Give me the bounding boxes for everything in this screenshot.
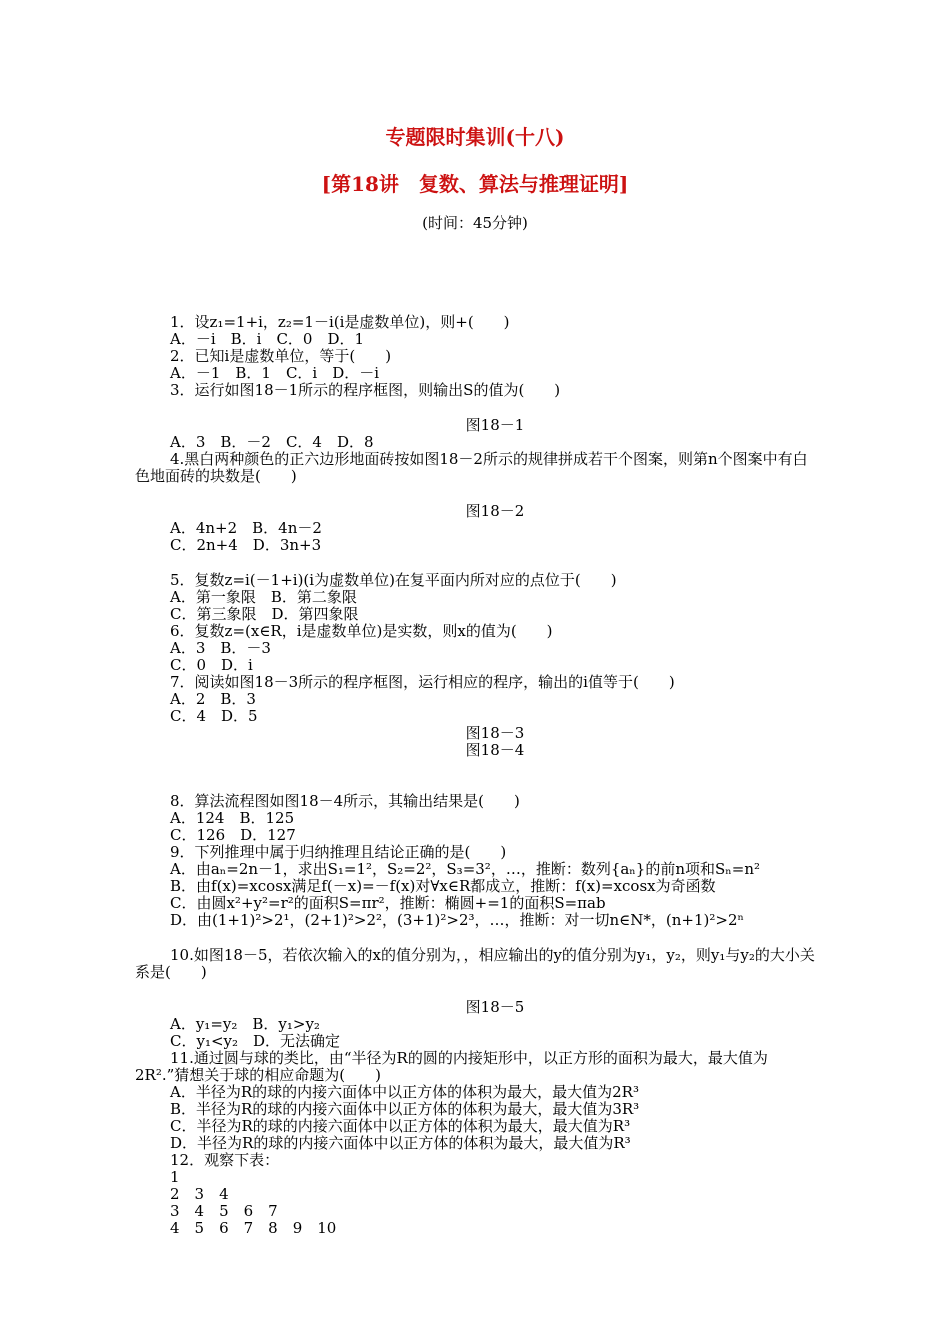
question-7: 7．阅读如图18－3所示的程序框图，运行相应的程序，输出的i值等于( ) bbox=[170, 673, 675, 691]
question-11-option-a: A．半径为R的球的内接六面体中以正方体的体积为最大，最大值为2R³ bbox=[170, 1083, 639, 1101]
question-3: 3．运行如图18－1所示的程序框图，则输出S的值为( ) bbox=[170, 381, 561, 399]
time-limit: (时间：45分钟) bbox=[422, 214, 528, 232]
figure-caption-18-2: 图18－2 bbox=[465, 502, 525, 520]
question-2-options: A．－1 B．1 C．i D．－i bbox=[170, 364, 380, 382]
question-12: 12．观察下表： bbox=[170, 1151, 280, 1169]
table-row-3: 3 4 5 6 7 bbox=[170, 1202, 278, 1220]
question-4-options-2: C．2n+4 D．3n+3 bbox=[170, 536, 322, 554]
question-3-options: A．3 B．－2 C．4 D．8 bbox=[170, 433, 374, 451]
question-10-options-2: C．y₁<y₂ D．无法确定 bbox=[170, 1032, 341, 1050]
question-1-options: A．－i B．i C．0 D．1 bbox=[170, 330, 365, 348]
question-11-option-b: B．半径为R的球的内接六面体中以正方体的体积为最大，最大值为3R³ bbox=[170, 1100, 640, 1118]
question-6-options-1: A．3 B．－3 bbox=[170, 639, 271, 657]
question-9-option-c: C．由圆x²+y²=r²的面积S=πr²，推断：椭圆+=1的面积S=πab bbox=[170, 894, 606, 912]
question-5-options-2: C．第三象限 D．第四象限 bbox=[170, 605, 359, 623]
question-8: 8．算法流程图如图18－4所示，其输出结果是( ) bbox=[170, 792, 520, 810]
figure-caption-18-1: 图18－1 bbox=[465, 416, 525, 434]
question-11-option-c: C．半径为R的球的内接六面体中以正方体的体积为最大，最大值为R³ bbox=[170, 1117, 631, 1135]
question-4-options-1: A．4n+2 B．4n－2 bbox=[170, 519, 322, 537]
question-list bbox=[135, 313, 820, 1237]
question-9-option-d: D．由(1+1)²>2¹，(2+1)²>2²，(3+1)²>2³，…，推断：对一切n∈N*，(n+1)²>2ⁿ bbox=[170, 911, 745, 929]
question-7-options-1: A．2 B．3 bbox=[170, 690, 256, 708]
question-9: 9．下列推理中属于归纳推理且结论正确的是( ) bbox=[170, 843, 507, 861]
table-row-2: 2 3 4 bbox=[170, 1185, 229, 1203]
table-row-1: 1 bbox=[170, 1168, 180, 1186]
question-6-options-2: C．0 D．i bbox=[170, 656, 253, 674]
question-8-options-2: C．126 D．127 bbox=[170, 826, 296, 844]
question-7-options-2: C．4 D．5 bbox=[170, 707, 258, 725]
question-10: 10.如图18－5，若依次输入的x的值分别为，，相应输出的y的值分别为y₁，y₂，则y₁与y₂的大小关系是( ) bbox=[135, 946, 815, 981]
question-4: 4.黑白两种颜色的正六边形地面砖按如图18－2所示的规律拼成若干个图案，则第n个图案中有白色地面砖的块数是( ) bbox=[135, 450, 808, 485]
question-8-options-1: A．124 B．125 bbox=[170, 809, 295, 827]
question-5: 5．复数z=i(－1+i)(i为虚数单位)在复平面内所对应的点位于( ) bbox=[170, 571, 617, 589]
question-9-option-a: A．由aₙ=2n－1，求出S₁=1²，S₂=2²，S₃=3²，…，推断：数列{aₙ}的前n项和Sₙ=n² bbox=[170, 860, 761, 878]
question-5-options-1: A．第一象限 B．第二象限 bbox=[170, 588, 357, 606]
figure-caption-18-3: 图18－3 bbox=[465, 724, 525, 742]
question-11-option-d: D．半径为R的球的内接六面体中以正方体的体积为最大，最大值为R³ bbox=[170, 1134, 631, 1152]
question-6: 6．复数z=(x∈R，i是虚数单位)是实数，则x的值为( ) bbox=[170, 622, 553, 640]
figure-caption-18-5: 图18－5 bbox=[465, 998, 525, 1016]
question-11: 11.通过圆与球的类比，由“半径为R的圆的内接矩形中，以正方形的面积为最大，最大值为2R².”猜想关于球的相应命题为( ) bbox=[135, 1049, 768, 1084]
question-2: 2．已知i是虚数单位，等于( ) bbox=[170, 347, 392, 365]
page-subtitle: [第18讲 复数、算法与推理证明] bbox=[321, 172, 629, 196]
table-row-4: 4 5 6 7 8 9 10 bbox=[170, 1219, 337, 1237]
question-10-options-1: A．y₁=y₂ B．y₁>y₂ bbox=[170, 1015, 320, 1033]
figure-caption-18-4: 图18－4 bbox=[465, 741, 525, 759]
page-title: 专题限时集训(十八) bbox=[385, 125, 565, 149]
question-1: 1．设z₁=1+i，z₂=1－i(i是虚数单位)，则+( ) bbox=[170, 313, 510, 331]
question-9-option-b: B．由f(x)=xcosx满足f(－x)=－f(x)对∀x∈R都成立，推断：f(x)=xcosx为奇函数 bbox=[170, 877, 716, 895]
